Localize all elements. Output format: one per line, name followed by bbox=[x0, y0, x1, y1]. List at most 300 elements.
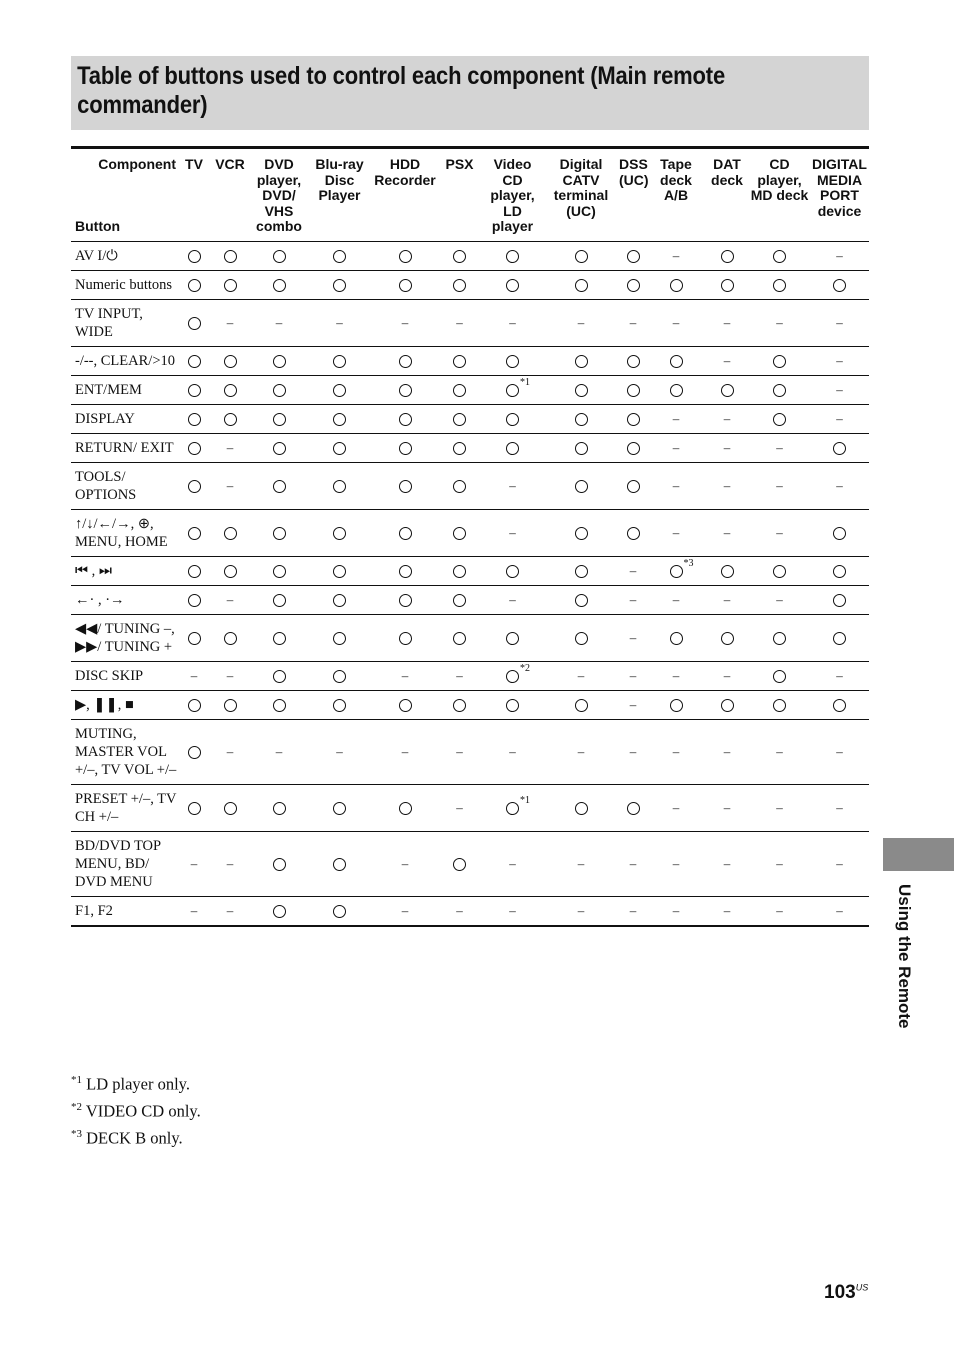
support-cell bbox=[306, 719, 373, 784]
supported-circle-icon bbox=[188, 632, 201, 645]
not-supported-dash: – bbox=[629, 855, 637, 871]
not-supported-dash: – bbox=[836, 381, 843, 397]
not-supported-dash: – bbox=[672, 743, 680, 759]
not-supported-dash: – bbox=[275, 314, 283, 330]
cell-mark bbox=[188, 743, 201, 761]
support-cell bbox=[543, 241, 619, 270]
supported-circle-icon bbox=[773, 384, 786, 397]
cell-mark bbox=[630, 902, 637, 920]
supported-circle-icon bbox=[224, 250, 237, 263]
cell-mark bbox=[630, 314, 637, 332]
support-cell bbox=[437, 270, 482, 299]
supported-circle-icon bbox=[333, 858, 346, 871]
support-cell bbox=[749, 585, 810, 614]
not-supported-dash: – bbox=[629, 591, 637, 607]
support-cell bbox=[373, 404, 437, 433]
cell-mark bbox=[509, 902, 516, 920]
cell-mark bbox=[453, 381, 466, 399]
supported-circle-icon bbox=[453, 858, 466, 871]
supported-circle-icon bbox=[506, 699, 519, 712]
support-cell bbox=[373, 556, 437, 585]
cell-mark bbox=[273, 855, 286, 873]
supported-circle-icon bbox=[453, 250, 466, 263]
support-cell bbox=[252, 509, 306, 556]
support-cell bbox=[437, 784, 482, 831]
support-cell bbox=[749, 784, 810, 831]
support-cell bbox=[705, 299, 749, 346]
cell-mark bbox=[227, 314, 234, 332]
cell-mark bbox=[224, 352, 237, 370]
footnote bbox=[71, 1096, 201, 1123]
cell-mark bbox=[188, 381, 201, 399]
cell-mark bbox=[399, 524, 412, 542]
support-cell bbox=[705, 375, 749, 404]
support-cell bbox=[705, 690, 749, 719]
cell-mark bbox=[224, 629, 237, 647]
not-supported-dash: – bbox=[836, 477, 843, 493]
supported-circle-icon bbox=[833, 442, 846, 455]
cell-mark bbox=[273, 902, 286, 920]
cell-mark bbox=[833, 439, 846, 457]
table-row bbox=[71, 433, 869, 462]
cell-mark bbox=[773, 410, 786, 428]
cell-mark bbox=[578, 855, 585, 873]
supported-circle-icon bbox=[575, 250, 588, 263]
supported-circle-icon bbox=[399, 699, 412, 712]
cell-mark bbox=[188, 562, 201, 580]
cell-mark bbox=[333, 629, 346, 647]
cell-mark bbox=[276, 314, 283, 332]
button-name-cell: -/--, CLEAR/>10 bbox=[75, 352, 175, 369]
not-supported-dash: – bbox=[723, 902, 731, 918]
cell-mark bbox=[273, 381, 286, 399]
support-cell bbox=[373, 241, 437, 270]
support-cell bbox=[437, 585, 482, 614]
support-cell bbox=[810, 831, 869, 896]
support-cell bbox=[437, 509, 482, 556]
supported-circle-icon bbox=[224, 527, 237, 540]
support-cell bbox=[810, 433, 869, 462]
support-cell bbox=[543, 585, 619, 614]
not-supported-dash: – bbox=[190, 902, 198, 918]
cell-mark bbox=[191, 855, 198, 873]
supported-circle-icon bbox=[188, 527, 201, 540]
cell-mark bbox=[188, 629, 201, 647]
support-cell bbox=[306, 661, 373, 690]
support-cell bbox=[810, 614, 869, 661]
supported-circle-icon bbox=[188, 565, 201, 578]
support-cell bbox=[749, 614, 810, 661]
not-supported-dash: – bbox=[836, 743, 843, 759]
not-supported-dash: – bbox=[629, 696, 637, 712]
footnote-ref: *2 bbox=[520, 662, 530, 674]
supported-circle-icon bbox=[333, 442, 346, 455]
support-cell bbox=[810, 404, 869, 433]
cell-mark bbox=[575, 799, 588, 817]
support-cell bbox=[208, 831, 252, 896]
footnote bbox=[71, 1123, 201, 1150]
table-row bbox=[71, 585, 869, 614]
button-name-cell: PRESET +/–, TV CH +/– bbox=[75, 790, 177, 825]
supported-circle-icon bbox=[224, 565, 237, 578]
cell-mark bbox=[776, 314, 783, 332]
not-supported-dash: – bbox=[509, 902, 516, 918]
supported-circle-icon bbox=[273, 565, 286, 578]
column-header: DSS (UC) bbox=[619, 148, 647, 242]
support-cell bbox=[647, 375, 705, 404]
supported-circle-icon bbox=[273, 802, 286, 815]
cell-mark bbox=[724, 799, 731, 817]
support-cell bbox=[482, 690, 543, 719]
cell-mark bbox=[453, 410, 466, 428]
supported-circle-icon bbox=[333, 699, 346, 712]
support-cell bbox=[705, 462, 749, 509]
cell-mark bbox=[670, 557, 694, 580]
support-cell bbox=[208, 896, 252, 926]
supported-circle-icon bbox=[273, 480, 286, 493]
cell-mark bbox=[333, 799, 346, 817]
support-cell bbox=[482, 404, 543, 433]
cell-mark bbox=[836, 902, 843, 920]
supported-circle-icon bbox=[627, 279, 640, 292]
supported-circle-icon bbox=[273, 632, 286, 645]
cell-mark bbox=[724, 591, 731, 609]
cell-mark bbox=[575, 439, 588, 457]
cell-mark bbox=[575, 276, 588, 294]
support-cell bbox=[619, 270, 647, 299]
supported-circle-icon bbox=[333, 632, 346, 645]
cell-mark bbox=[224, 524, 237, 542]
supported-circle-icon bbox=[333, 279, 346, 292]
support-cell bbox=[543, 462, 619, 509]
cell-mark bbox=[776, 799, 783, 817]
cell-mark bbox=[506, 662, 530, 685]
supported-circle-icon bbox=[333, 565, 346, 578]
support-cell bbox=[437, 241, 482, 270]
supported-circle-icon bbox=[453, 413, 466, 426]
table-body bbox=[71, 241, 869, 926]
not-supported-dash: – bbox=[776, 524, 783, 540]
supported-circle-icon bbox=[453, 442, 466, 455]
supported-circle-icon bbox=[333, 250, 346, 263]
support-cell bbox=[647, 433, 705, 462]
support-cell bbox=[705, 719, 749, 784]
support-cell bbox=[180, 690, 208, 719]
support-cell bbox=[208, 585, 252, 614]
support-cell bbox=[810, 585, 869, 614]
support-cell bbox=[306, 896, 373, 926]
support-cell bbox=[482, 270, 543, 299]
footnote bbox=[71, 1069, 201, 1096]
cell-mark bbox=[453, 696, 466, 714]
support-cell bbox=[180, 831, 208, 896]
cell-mark bbox=[776, 591, 783, 609]
cell-mark bbox=[453, 352, 466, 370]
support-cell bbox=[482, 614, 543, 661]
cell-mark bbox=[630, 562, 637, 580]
supported-circle-icon bbox=[773, 565, 786, 578]
supported-circle-icon bbox=[506, 565, 519, 578]
cell-mark bbox=[724, 439, 731, 457]
page-number bbox=[824, 1282, 868, 1304]
cell-mark bbox=[399, 276, 412, 294]
support-cell bbox=[647, 241, 705, 270]
support-cell bbox=[437, 462, 482, 509]
not-supported-dash: – bbox=[723, 667, 731, 683]
supported-circle-icon bbox=[627, 355, 640, 368]
not-supported-dash: – bbox=[776, 314, 783, 330]
support-cell bbox=[252, 661, 306, 690]
support-cell bbox=[705, 556, 749, 585]
support-cell bbox=[749, 462, 810, 509]
supported-circle-icon bbox=[506, 384, 519, 397]
not-supported-dash: – bbox=[336, 314, 343, 330]
support-cell bbox=[749, 299, 810, 346]
footnote-text: LD player only. bbox=[86, 1074, 190, 1094]
cell-mark bbox=[453, 477, 466, 495]
cell-mark bbox=[724, 314, 731, 332]
cell-mark bbox=[453, 247, 466, 265]
cell-mark bbox=[673, 247, 680, 265]
support-cell bbox=[647, 784, 705, 831]
supported-circle-icon bbox=[575, 480, 588, 493]
support-cell bbox=[482, 784, 543, 831]
cell-mark bbox=[578, 667, 585, 685]
footnote-mark: *2 bbox=[71, 1101, 82, 1113]
cell-mark bbox=[673, 855, 680, 873]
cell-mark bbox=[776, 477, 783, 495]
cell-mark bbox=[333, 562, 346, 580]
support-cell bbox=[373, 462, 437, 509]
support-cell bbox=[252, 433, 306, 462]
support-cell bbox=[482, 556, 543, 585]
support-cell bbox=[749, 831, 810, 896]
not-supported-dash: – bbox=[401, 743, 409, 759]
support-cell bbox=[482, 661, 543, 690]
support-cell bbox=[180, 241, 208, 270]
cell-mark bbox=[224, 410, 237, 428]
supported-circle-icon bbox=[273, 279, 286, 292]
table-row bbox=[71, 896, 869, 926]
support-cell bbox=[252, 375, 306, 404]
not-supported-dash: – bbox=[672, 439, 680, 455]
cell-mark bbox=[191, 902, 198, 920]
column-header: DIGITAL MEDIA PORT device bbox=[810, 148, 869, 242]
support-cell bbox=[810, 896, 869, 926]
not-supported-dash: – bbox=[629, 743, 637, 759]
cell-mark bbox=[721, 381, 734, 399]
support-cell bbox=[543, 614, 619, 661]
not-supported-dash: – bbox=[776, 799, 783, 815]
section-label bbox=[892, 884, 916, 1059]
support-cell bbox=[705, 784, 749, 831]
not-supported-dash: – bbox=[672, 410, 680, 426]
cell-mark bbox=[453, 524, 466, 542]
support-cell bbox=[373, 299, 437, 346]
not-supported-dash: – bbox=[723, 799, 731, 815]
support-cell bbox=[373, 585, 437, 614]
cell-mark bbox=[506, 629, 519, 647]
cell-mark bbox=[188, 524, 201, 542]
support-cell bbox=[810, 270, 869, 299]
cell-mark bbox=[273, 799, 286, 817]
supported-circle-icon bbox=[333, 413, 346, 426]
support-cell bbox=[208, 509, 252, 556]
table-row bbox=[71, 299, 869, 346]
cell-mark bbox=[724, 524, 731, 542]
not-supported-dash: – bbox=[190, 667, 198, 683]
supported-circle-icon bbox=[399, 594, 412, 607]
not-supported-dash: – bbox=[776, 743, 783, 759]
cell-mark bbox=[333, 352, 346, 370]
cell-mark bbox=[509, 477, 516, 495]
not-supported-dash: – bbox=[776, 855, 783, 871]
not-supported-dash: – bbox=[336, 743, 343, 759]
not-supported-dash: – bbox=[836, 667, 843, 683]
cell-mark bbox=[627, 799, 640, 817]
support-cell bbox=[180, 404, 208, 433]
cell-mark bbox=[276, 743, 283, 761]
supported-circle-icon bbox=[506, 632, 519, 645]
cell-mark bbox=[627, 524, 640, 542]
cell-mark bbox=[670, 696, 683, 714]
cell-mark bbox=[333, 667, 346, 685]
support-cell bbox=[180, 585, 208, 614]
support-cell bbox=[306, 784, 373, 831]
not-supported-dash: – bbox=[226, 855, 234, 871]
supported-circle-icon bbox=[453, 355, 466, 368]
page-title: Table of buttons used to control each component (Main remote commander) bbox=[77, 62, 726, 119]
cell-mark bbox=[836, 477, 843, 495]
cell-mark bbox=[724, 902, 731, 920]
supported-circle-icon bbox=[773, 632, 786, 645]
supported-circle-icon bbox=[575, 413, 588, 426]
not-supported-dash: – bbox=[456, 743, 463, 759]
cell-mark bbox=[833, 696, 846, 714]
not-supported-dash: – bbox=[226, 743, 234, 759]
support-cell bbox=[705, 433, 749, 462]
support-cell bbox=[180, 433, 208, 462]
supported-circle-icon bbox=[721, 384, 734, 397]
supported-circle-icon bbox=[721, 279, 734, 292]
support-cell bbox=[647, 299, 705, 346]
cell-mark bbox=[224, 562, 237, 580]
cell-mark bbox=[836, 352, 843, 370]
table-row bbox=[71, 241, 869, 270]
support-cell bbox=[306, 375, 373, 404]
support-cell bbox=[373, 690, 437, 719]
support-cell bbox=[749, 404, 810, 433]
support-cell bbox=[482, 896, 543, 926]
supported-circle-icon bbox=[575, 442, 588, 455]
cell-mark bbox=[575, 352, 588, 370]
not-supported-dash: – bbox=[836, 352, 843, 368]
supported-circle-icon bbox=[273, 355, 286, 368]
support-cell bbox=[208, 346, 252, 375]
cell-mark bbox=[670, 629, 683, 647]
not-supported-dash: – bbox=[723, 439, 731, 455]
cell-mark bbox=[836, 314, 843, 332]
supported-circle-icon bbox=[399, 527, 412, 540]
cell-mark bbox=[188, 696, 201, 714]
cell-mark bbox=[836, 799, 843, 817]
support-cell bbox=[482, 346, 543, 375]
supported-circle-icon bbox=[453, 384, 466, 397]
support-cell bbox=[647, 404, 705, 433]
supported-circle-icon bbox=[453, 594, 466, 607]
button-name-cell: ◀◀/ TUNING –, ▶▶/ TUNING + bbox=[75, 620, 175, 655]
cell-mark bbox=[506, 439, 519, 457]
cell-mark bbox=[188, 410, 201, 428]
support-cell bbox=[543, 299, 619, 346]
button-name-cell: DISPLAY bbox=[75, 410, 135, 427]
not-supported-dash: – bbox=[456, 667, 463, 683]
cell-mark bbox=[630, 855, 637, 873]
supported-circle-icon bbox=[273, 384, 286, 397]
not-supported-dash: – bbox=[401, 314, 409, 330]
support-cell bbox=[619, 404, 647, 433]
support-cell bbox=[543, 661, 619, 690]
cell-mark bbox=[630, 696, 637, 714]
cell-mark bbox=[188, 276, 201, 294]
cell-mark bbox=[399, 439, 412, 457]
supported-circle-icon bbox=[575, 384, 588, 397]
support-cell bbox=[306, 299, 373, 346]
supported-circle-icon bbox=[224, 279, 237, 292]
cell-mark bbox=[273, 524, 286, 542]
support-cell bbox=[437, 346, 482, 375]
cell-mark bbox=[333, 381, 346, 399]
support-cell bbox=[208, 719, 252, 784]
table-row bbox=[71, 462, 869, 509]
cell-mark bbox=[575, 477, 588, 495]
cell-mark bbox=[273, 247, 286, 265]
section-tab bbox=[883, 838, 954, 871]
cell-mark bbox=[836, 247, 843, 265]
supported-circle-icon bbox=[273, 250, 286, 263]
support-cell bbox=[437, 896, 482, 926]
support-cell bbox=[810, 346, 869, 375]
support-cell bbox=[543, 556, 619, 585]
support-cell bbox=[306, 509, 373, 556]
supported-circle-icon bbox=[453, 279, 466, 292]
cell-mark bbox=[273, 629, 286, 647]
supported-circle-icon bbox=[188, 442, 201, 455]
support-cell bbox=[208, 299, 252, 346]
cell-mark bbox=[575, 629, 588, 647]
not-supported-dash: – bbox=[509, 314, 516, 330]
cell-mark bbox=[773, 696, 786, 714]
support-cell bbox=[252, 784, 306, 831]
component-header: Component bbox=[98, 156, 176, 172]
support-cell bbox=[306, 462, 373, 509]
support-cell bbox=[705, 241, 749, 270]
support-cell bbox=[252, 299, 306, 346]
support-cell bbox=[437, 661, 482, 690]
cell-mark bbox=[336, 314, 343, 332]
cell-mark bbox=[506, 696, 519, 714]
cell-mark bbox=[399, 696, 412, 714]
footnote-text: VIDEO CD only. bbox=[85, 1101, 201, 1121]
support-cell bbox=[810, 661, 869, 690]
cell-mark bbox=[575, 591, 588, 609]
support-cell bbox=[543, 270, 619, 299]
support-cell bbox=[482, 299, 543, 346]
supported-circle-icon bbox=[399, 565, 412, 578]
support-cell bbox=[619, 346, 647, 375]
support-cell bbox=[306, 433, 373, 462]
support-cell bbox=[180, 556, 208, 585]
